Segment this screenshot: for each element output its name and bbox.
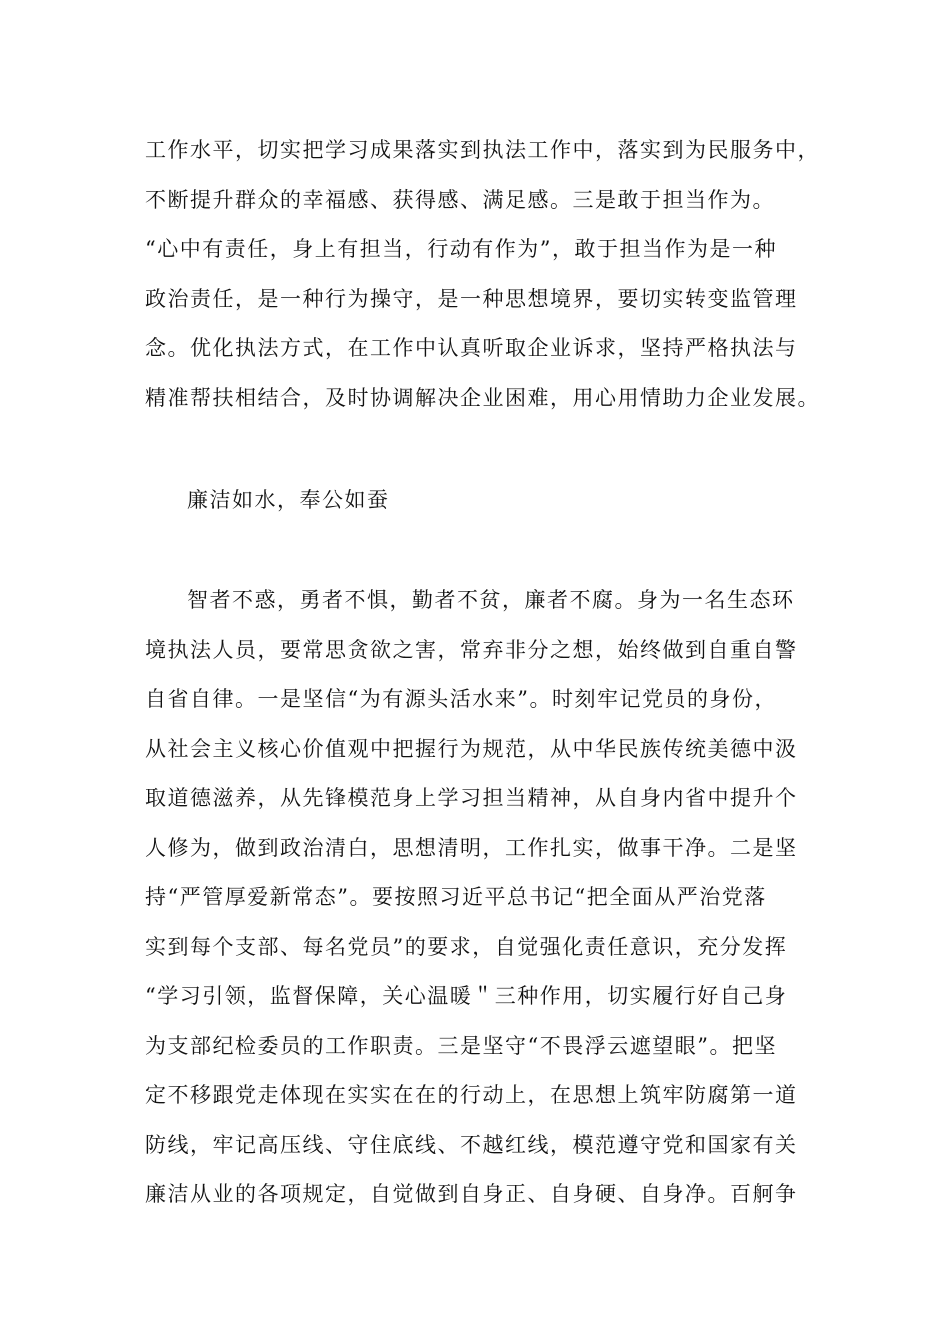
text-line: 从社会主义核心价值观中把握行为规范，从中华民族传统美德中汲 [145, 736, 798, 761]
text-line: 取道德滋养，从先锋模范身上学习担当精神，从自身内省中提升个 [145, 786, 798, 810]
text-line: 念。优化执法方式，在工作中认真听取企业诉求，坚持严格执法与 [145, 336, 798, 360]
text-line: 廉洁从业的各项规定，自觉做到自身正、自身硬、自身净。百舸争 [145, 1182, 798, 1206]
text-line: “心中有责任，身上有担当，行动有作为”，敢于担当作为是一种 [145, 237, 777, 261]
text-line: 不断提升群众的幸福感、获得感、满足感。三是敢于担当作为。 [145, 187, 775, 212]
text-line: 防线，牢记高压线、守住底线、不越红线，模范遵守党和国家有关 [145, 1132, 798, 1157]
text-line: 自省自律。一是坚信“为有源头活水来”。时刻牢记党员的身份， [145, 687, 777, 711]
text-line: 工作水平，切实把学习成果落实到执法工作中，落实到为民服务中， [145, 138, 820, 162]
text-line: 精准帮扶相结合，及时协调解决企业困难，用心用情助力企业发展。 [145, 385, 820, 410]
section-heading [145, 476, 815, 526]
text-line: 定不移跟党走体现在实实在在的行动上，在思想上筑牢防腐第一道 [145, 1083, 798, 1107]
text-line: 智者不惑，勇者不惧，勤者不贫，廉者不腐。身为一名生态环 [187, 588, 795, 612]
text-line: 政治责任，是一种行为操守，是一种思想境界，要切实转变监管理 [145, 286, 798, 311]
text-line: 实到每个支部、每名党员”的要求，自觉强化责任意识，充分发挥 [145, 934, 788, 959]
paragraph-continued [145, 126, 820, 423]
text-line: 境执法人员，要常思贪欲之害，常弃非分之想，始终做到自重自警 [145, 637, 798, 662]
paragraph-body [145, 576, 815, 1220]
heading-text: 廉洁如水，奉公如蚕 [187, 488, 390, 512]
text-line: “学习引领，监督保障，关心温暖＂三种作用，切实履行好自己身 [145, 984, 788, 1008]
text-line: 为支部纪检委员的工作职责。三是坚守“不畏浮云遮望眼”。把坚 [145, 1033, 777, 1058]
text-line: 人修为，做到政治清白，思想清明，工作扎实，做事干净。二是坚 [145, 835, 798, 860]
text-line: 持“严管厚爱新常态”。要按照习近平总书记“把全面从严治党落 [145, 885, 767, 909]
